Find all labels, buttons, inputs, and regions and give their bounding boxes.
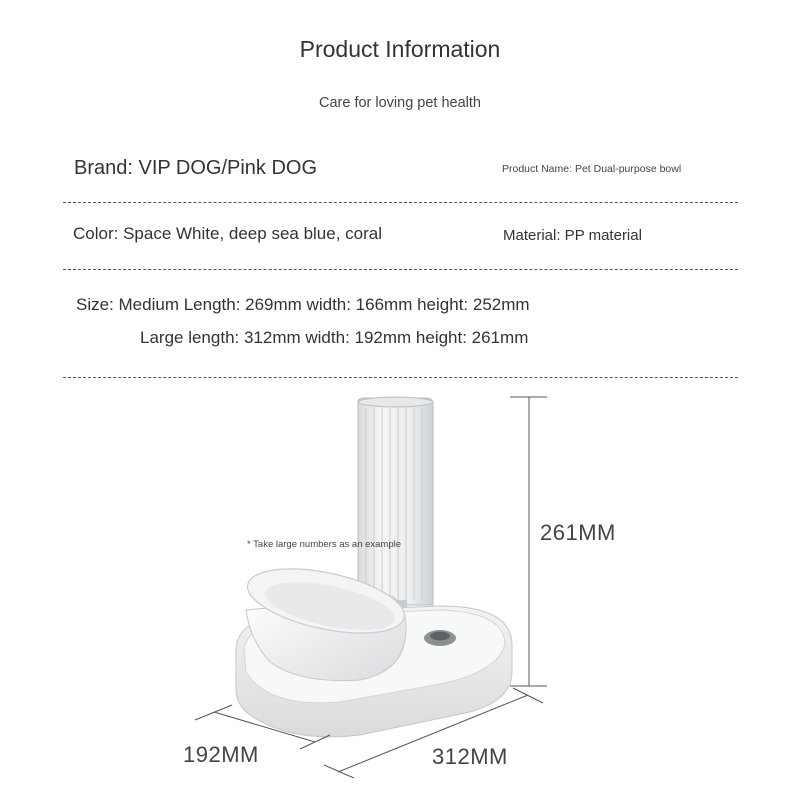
color-text: Color: Space White, deep sea blue, coral — [73, 224, 383, 243]
height-label: 261MM — [540, 520, 616, 545]
page-subtitle: Care for loving pet health — [318, 95, 481, 111]
length-label: 312MM — [432, 744, 508, 769]
water-bottle — [358, 397, 433, 614]
product-name-text: Product Name: Pet Dual-purpose bowl — [502, 163, 682, 175]
material-text: Material: PP material — [503, 227, 642, 244]
page-title: Product Information — [299, 36, 501, 62]
example-note: * Take large numbers as an example — [247, 539, 402, 550]
brand-text: Brand: VIP DOG/Pink DOG — [74, 157, 318, 179]
size-medium-text: Size: Medium Length: 269mm width: 166mm height: 252mm — [76, 295, 530, 314]
size-large-text: Large length: 312mm width: 192mm height: 261mm — [140, 328, 529, 347]
width-label: 192MM — [183, 742, 259, 767]
